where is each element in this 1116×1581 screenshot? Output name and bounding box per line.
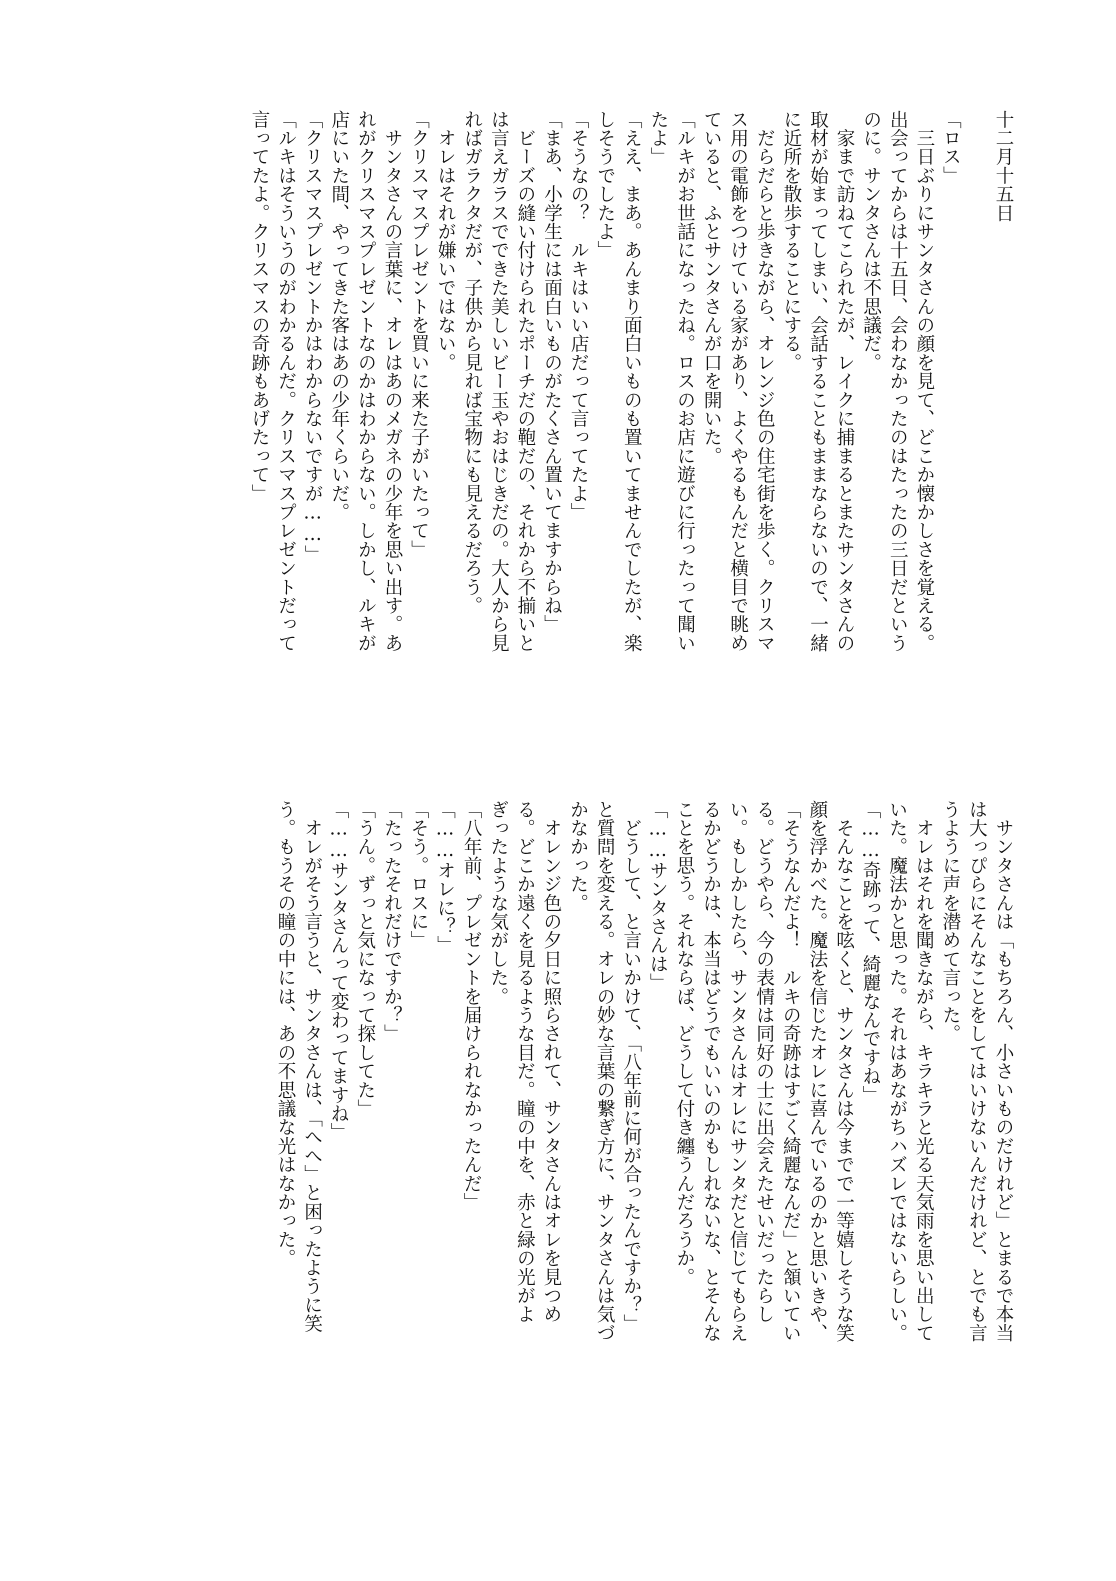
text-column: うように声を潜めて言った。 [939,800,961,1044]
text-column: オレはそれが嫌いではない。 [435,110,457,372]
text-column: サンタさんは「もちろん、小さいものだけれど」とまるで本当 [993,800,1014,1343]
text-column: 店にいた間、やってきた客はあの少年くらいだ。 [328,110,350,522]
text-column: 「そうなんだよ！ ルキの奇跡はすごく綺麗なんだ」と頷いてい [780,800,802,1343]
text-column: ビーズの縫い付けられたポーチだの鞄だの、それから不揃いと [514,110,536,653]
text-column: どうして、と言いかけて、「八年前に何が合ったんですか？」 [620,800,642,1334]
text-column: 「うん。ずっと気になって探してた」 [354,800,376,1118]
text-column: 三日ぶりにサンタさんの顔を見て、どこか懐かしさを覚える。 [913,110,935,653]
text-column: 「……サンタさんは」 [647,800,669,992]
text-column: ぎったような気がした。 [487,800,509,1006]
text-column: かなかった。 [567,800,589,913]
text-column: のに。サンタさんは不思議だ。 [860,110,882,372]
text-column: は大っぴらにそんなことをしてはいけないんだけれど、とでも言 [966,800,988,1343]
text-column: しそうでしたよ」 [594,110,616,260]
text-column: る。どうやら、今の表情は同好の士に出会えたせいだったらし [753,800,775,1324]
text-column: たよ」 [647,110,669,167]
chapter-heading: 十二月十五日 [993,110,1014,223]
text-column: だらだらと歩きながら、オレンジ色の住宅街を歩く。クリスマ [754,110,776,653]
text-column: 出会ってからは十五日、会わなかったのはたったの三日だという [887,110,909,653]
text-column: ていると、ふとサンタさんが口を開いた。 [701,110,723,466]
text-column: う。もうその瞳の中には、あの不思議な光はなかった。 [274,800,296,1268]
text-column: オレがそう言うと、サンタさんは、「へへ」と困ったように笑 [301,800,323,1334]
text-column: 顔を浮かべた。魔法を信じたオレに喜んでいるのかと思いきや、 [806,800,828,1343]
text-column: 「ええ、まあ。あんまり面白いものも置いてませんでしたが、楽 [621,110,643,653]
text-column: 取材が始まってしまい、会話することもままならないので、一緒 [807,110,829,653]
text-column: に近所を散歩することにする。 [780,110,802,372]
text-column: 「たったそれだけですか？」 [381,800,403,1044]
text-column: 「……奇跡って、綺麗なんですね」 [860,800,882,1105]
text-column: ことを思う。それならば、どうして付き纏うんだろうか。 [673,800,695,1287]
upper-text-block [100,110,1016,755]
text-column: 言ってたよ。クリスマスの奇跡もあげたって」 [248,110,270,503]
text-column: い。もしかしたら、サンタさんはオレにサンタだと信じてもらえ [727,800,749,1343]
text-column: 「そうなの？ ルキはいい店だって言ってたよ」 [568,110,590,522]
text-column: 「ルキがお世話になったね。ロスのお店に遊びに行ったって聞い [674,110,696,653]
text-column: いた。魔法かと思った。それはあながちハズレではないらしい。 [886,800,908,1343]
text-column: ス用の電飾をつけている家があり、よくやるもんだと横目で眺め [727,110,749,653]
text-column: は言えガラスでできた美しいビー玉やおはじきだの。大人から見 [488,110,510,653]
text-column: る。どこか遠くを見るような目だ。瞳の中を、赤と緑の光がよ [514,800,536,1324]
text-column: と質問を変える。オレの妙な言葉の繋ぎ方に、サンタさんは気づ [594,800,616,1343]
text-column: 「……サンタさんって変わってますね」 [328,800,350,1142]
text-column: そんなことを呟くと、サンタさんは今までで一等嬉しそうな笑 [833,800,855,1343]
text-column: れがクリスマスプレゼントなのかはわからない。しかし、ルキが [355,110,377,653]
text-column: 「クリスマスプレゼントを買いに来た子がいたって」 [408,110,430,559]
text-column: 家まで訪ねてこられたが、レイクに捕まるとまたサンタさんの [834,110,856,653]
text-column: 「そう。ロスに」 [407,800,429,950]
text-column: ればガラクタだが、子供から見れば宝物にも見えるだろう。 [461,110,483,615]
lower-text-block [100,800,1016,1445]
text-column: 「ロス」 [940,110,962,185]
text-column: 「ルキはそういうのがわかるんだ。クリスマスプレゼントだって [275,110,297,653]
text-column: オレはそれを聞きながら、キラキラと光る天気雨を思い出して [913,800,935,1343]
text-column: サンタさんの言葉に、オレはあのメガネの少年を思い出す。あ [381,110,403,653]
text-column: 「クリスマスプレゼントかはわからないですが……」 [302,110,324,564]
text-column: 「……オレに？」 [434,800,456,955]
text-column: オレンジ色の夕日に照らされて、サンタさんはオレを見つめ [540,800,562,1324]
text-column: るかどうかは、本当はどうでもいいのかもしれないな、とそんな [700,800,722,1343]
text-column: 「八年前、プレゼントを届けられなかったんだ」 [461,800,483,1212]
text-column: 「まあ、小学生には面白いものがたくさん置いてますからね」 [541,110,563,634]
